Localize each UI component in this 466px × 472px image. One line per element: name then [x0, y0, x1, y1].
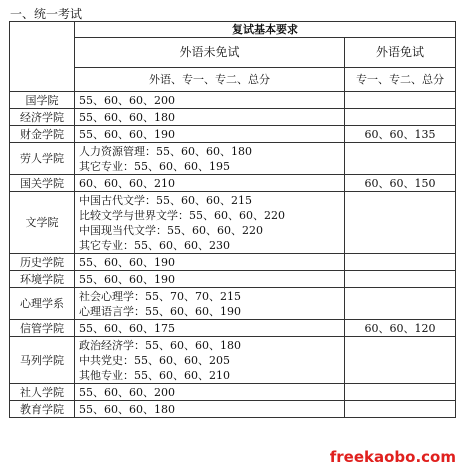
score-line: 人力资源管理：55、60、60、180 — [79, 144, 252, 158]
header-corner-cell — [10, 22, 75, 92]
score-line: 中共党史：55、60、60、205 — [79, 353, 230, 367]
school-name-cell: 文学院 — [10, 192, 75, 254]
foreign-language-exempt-cell: 60、60、135 — [345, 126, 456, 143]
header-sub-right: 专一、专二、总分 — [345, 68, 456, 92]
score-line: 中国古代文学：55、60、60、215 — [79, 193, 252, 207]
school-name-cell: 历史学院 — [10, 254, 75, 271]
table-row — [10, 401, 456, 418]
table-row — [10, 271, 456, 288]
foreign-language-exempt-cell — [345, 254, 456, 271]
table-row — [10, 384, 456, 401]
foreign-language-exempt-cell — [345, 271, 456, 288]
foreign-language-required-cell — [75, 109, 345, 126]
foreign-language-required-cell — [75, 288, 345, 320]
school-name-cell: 社人学院 — [10, 384, 75, 401]
foreign-language-required-cell — [75, 401, 345, 418]
foreign-language-exempt-cell — [345, 109, 456, 126]
score-line: 55、60、60、175 — [79, 321, 175, 335]
school-name-cell: 马列学院 — [10, 337, 75, 384]
table-row — [10, 288, 456, 320]
table-row — [10, 192, 456, 254]
foreign-language-required-cell — [75, 126, 345, 143]
score-line: 55、60、60、190 — [79, 255, 175, 269]
table-row — [10, 254, 456, 271]
score-line: 其它专业：55、60、60、195 — [79, 159, 230, 173]
score-line: 比较文学与世界文学：55、60、60、220 — [79, 208, 285, 222]
foreign-language-exempt-cell — [345, 288, 456, 320]
school-name-cell: 心理学系 — [10, 288, 75, 320]
table-row — [10, 175, 456, 192]
score-line: 中国现当代文学：55、60、60、220 — [79, 223, 263, 237]
school-name-cell: 国关学院 — [10, 175, 75, 192]
header-group-left: 外语未免试 — [75, 38, 345, 68]
score-line: 55、60、60、200 — [79, 93, 175, 107]
foreign-language-required-cell — [75, 254, 345, 271]
school-name-cell: 劳人学院 — [10, 143, 75, 175]
table-row — [10, 92, 456, 109]
header-sub-left: 外语、专一、专二、总分 — [75, 68, 345, 92]
school-name-cell: 财金学院 — [10, 126, 75, 143]
score-line: 心理语言学：55、60、60、190 — [79, 304, 241, 318]
foreign-language-exempt-cell — [345, 401, 456, 418]
score-line: 55、60、60、180 — [79, 110, 175, 124]
score-line: 55、60、60、190 — [79, 127, 175, 141]
foreign-language-exempt-cell — [345, 143, 456, 175]
foreign-language-required-cell — [75, 320, 345, 337]
header-row-groups — [10, 38, 456, 68]
school-name-cell: 国学院 — [10, 92, 75, 109]
score-line: 60、60、60、210 — [79, 176, 175, 190]
score-line: 其它专业：55、60、60、230 — [79, 238, 230, 252]
foreign-language-exempt-cell: 60、60、150 — [345, 175, 456, 192]
foreign-language-required-cell — [75, 271, 345, 288]
section-title: 一、统一考试 — [10, 7, 83, 21]
foreign-language-required-cell — [75, 384, 345, 401]
table-row — [10, 320, 456, 337]
table-row — [10, 143, 456, 175]
table-row — [10, 126, 456, 143]
foreign-language-required-cell — [75, 143, 345, 175]
header-group-right: 外语免试 — [345, 38, 456, 68]
foreign-language-required-cell — [75, 92, 345, 109]
score-line: 社会心理学：55、70、70、215 — [79, 289, 241, 303]
score-line: 55、60、60、190 — [79, 272, 175, 286]
school-name-cell: 信管学院 — [10, 320, 75, 337]
score-line: 55、60、60、180 — [79, 402, 175, 416]
foreign-language-exempt-cell — [345, 92, 456, 109]
watermark-logo: freekaobo.com — [329, 448, 456, 466]
table-row — [10, 337, 456, 384]
foreign-language-required-cell — [75, 175, 345, 192]
foreign-language-required-cell — [75, 192, 345, 254]
school-name-cell: 环境学院 — [10, 271, 75, 288]
score-line: 55、60、60、200 — [79, 385, 175, 399]
foreign-language-exempt-cell — [345, 192, 456, 254]
score-line: 政治经济学：55、60、60、180 — [79, 338, 241, 352]
foreign-language-exempt-cell: 60、60、120 — [345, 320, 456, 337]
table-row — [10, 109, 456, 126]
header-row-sub — [10, 68, 456, 92]
foreign-language-exempt-cell — [345, 384, 456, 401]
header-title: 复试基本要求 — [75, 22, 456, 38]
foreign-language-required-cell — [75, 337, 345, 384]
score-line: 其他专业：55、60、60、210 — [79, 368, 230, 382]
score-table — [9, 21, 456, 418]
school-name-cell: 教育学院 — [10, 401, 75, 418]
foreign-language-exempt-cell — [345, 337, 456, 384]
school-name-cell: 经济学院 — [10, 109, 75, 126]
header-row-title — [10, 22, 456, 38]
